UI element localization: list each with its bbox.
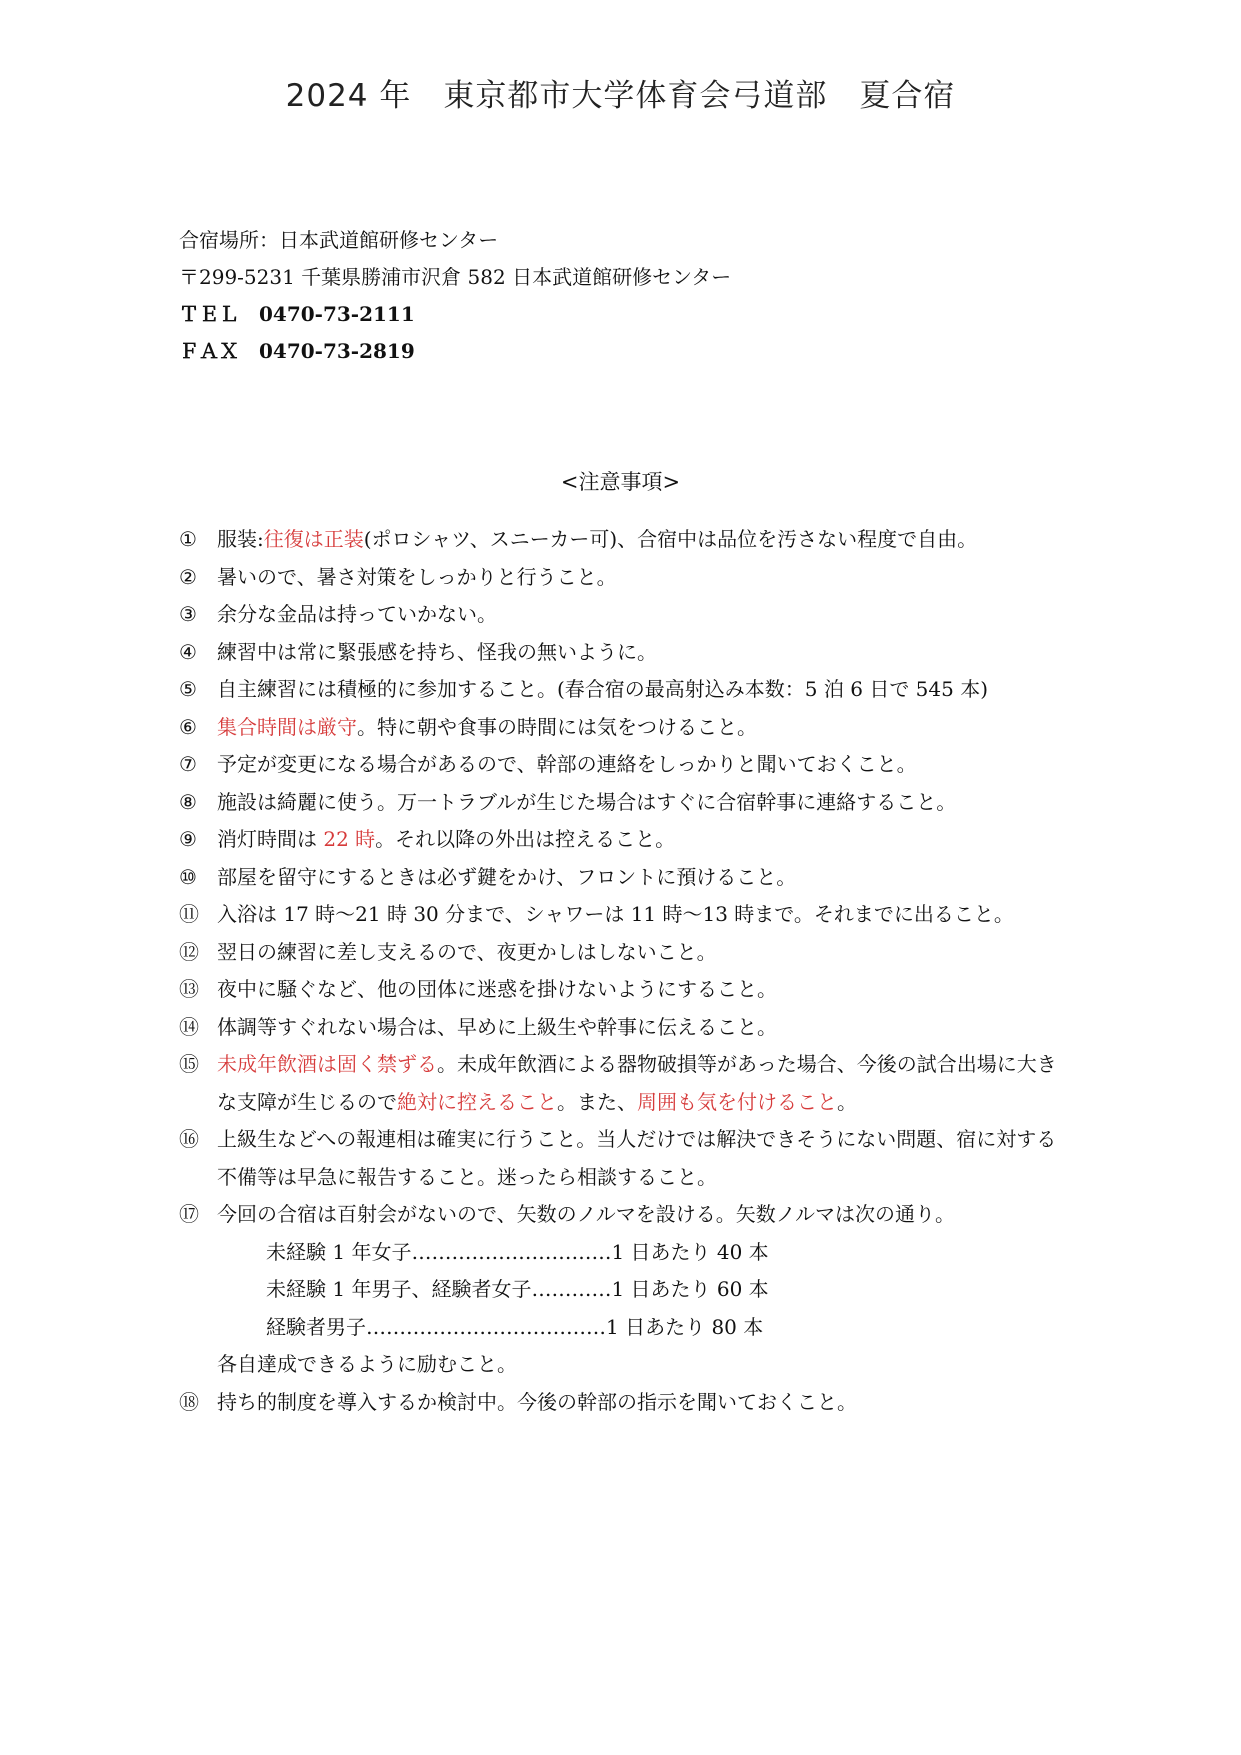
note-text [217, 827, 675, 851]
note-number: ④ [179, 639, 197, 664]
note-number: ③ [179, 602, 197, 626]
note-item [179, 821, 1059, 859]
note-number: ⑩ [179, 864, 197, 889]
note-segment: 余分な金品は持っていかない。 [217, 602, 497, 626]
note-number: ⑤ [179, 677, 197, 701]
note-text [217, 527, 977, 551]
note-text [217, 1052, 1057, 1114]
note-segment: 消灯時間は [217, 827, 324, 851]
note-item [179, 784, 1059, 822]
note-segment: 予定が変更になる場合があるので、幹部の連絡をしっかりと聞いておくこと。 [217, 752, 917, 776]
note-emphasis: 未成年飲酒は固く禁ずる [217, 1052, 437, 1076]
note-item [179, 634, 1059, 672]
note-number: ⑧ [179, 789, 197, 814]
note-item [179, 671, 1059, 709]
page-title: 2024 年 東京都市大学体育会弓道部 夏合宿 [285, 78, 956, 114]
note-item [179, 896, 1059, 934]
note-text [217, 902, 1014, 926]
note-emphasis: 周囲も気を付けること [637, 1089, 837, 1114]
note-text [217, 940, 717, 964]
note-number: ⑥ [179, 714, 197, 739]
note-text [217, 1202, 955, 1226]
note-item [179, 1009, 1059, 1047]
note-item [179, 709, 1059, 747]
note-segment: 。それ以降の外出は控えること。 [375, 827, 676, 851]
note-segment: 上級生などへの報連相は確実に行うこと。当人だけでは解決できそうにない問題、宿に対する不備等は早急に報告すること。迷ったら相談すること。 [217, 1127, 1057, 1189]
note-item [179, 596, 1059, 634]
note-number: ⑰ [179, 1202, 199, 1226]
note-text [217, 565, 617, 589]
note-text [217, 977, 777, 1001]
note-segment: 持ち的制度を導入するか検討中。今後の幹部の指示を聞いておくこと。 [217, 1389, 857, 1414]
note-number: ⑫ [179, 939, 199, 964]
note-text [217, 677, 988, 701]
fax-line: ＦＡＸ 0470-73-2819 [179, 339, 415, 363]
note-number: ⑮ [179, 1052, 199, 1076]
note-number: ⑦ [179, 752, 197, 776]
note-number: ⑯ [179, 1127, 199, 1151]
note-segment: 夜中に騒ぐなど、他の団体に迷惑を掛けないようにすること。 [217, 977, 777, 1001]
note-item [179, 934, 1059, 972]
note-segment: 施設は綺麗に使う。万一トラブルが生じた場合はすぐに合宿幹事に連絡すること。 [217, 789, 957, 814]
note-text [217, 640, 657, 664]
note-segment: 。 [837, 1089, 857, 1114]
note-number: ⑱ [179, 1389, 199, 1414]
note-segment: 。特に朝や食事の時間には気をつけること。 [357, 714, 757, 739]
venue-info [179, 222, 731, 370]
note-item [179, 859, 1059, 897]
note-text [217, 1127, 1056, 1189]
note-number: ⑨ [179, 827, 197, 851]
note-text [217, 1390, 857, 1414]
note-item [179, 746, 1059, 784]
note-text [217, 790, 956, 814]
notes-list [179, 521, 1059, 1421]
note-segment: 練習中は常に緊張感を持ち、怪我の無いように。 [217, 639, 657, 664]
note-segment: 服装: [217, 527, 264, 551]
note-number: ⑭ [179, 1014, 199, 1039]
note-segment: 今回の合宿は百射会がないので、矢数のノルマを設ける。矢数ノルマは次の通り。 [217, 1202, 955, 1226]
note-text [217, 602, 497, 626]
note-number: ⑪ [179, 902, 199, 926]
note-text [217, 1015, 777, 1039]
note-segment: 入浴は 17 時〜21 時 30 分まで、シャワーは 11 時〜13 時まで。それまでに出ること。 [217, 902, 1014, 926]
note-segment: 。また、 [557, 1089, 637, 1114]
venue-line: 合宿場所：日本武道館研修センター [179, 228, 499, 252]
note-text [217, 752, 917, 776]
section-title: <注意事項> [560, 470, 681, 494]
quota-line: 未経験 1 年女子…………………………1 日あたり 40 本 [266, 1239, 769, 1264]
note-tail: 各自達成できるように励むこと。 [217, 1352, 517, 1376]
note-segment: 部屋を留守にするときは必ず鍵をかけ、フロントに預けること。 [217, 864, 797, 889]
note-item [179, 1196, 1059, 1234]
quota-line: 未経験 1 年男子、経験者女子…………1 日あたり 60 本 [266, 1277, 769, 1301]
tel-line: ＴＥＬ 0470-73-2111 [179, 302, 415, 326]
note-emphasis: 絶対に控えること [397, 1089, 557, 1114]
note-emphasis: 集合時間は厳守 [217, 714, 357, 739]
note-item [179, 559, 1059, 597]
note-number: ① [179, 527, 197, 551]
note-item [179, 521, 1059, 559]
note-text [217, 715, 757, 739]
note-text [217, 865, 796, 889]
note-segment: (ポロシャツ、スニーカー可)、合宿中は品位を汚さない程度で自由。 [363, 527, 978, 551]
note-number: ⑬ [179, 977, 199, 1001]
note-emphasis: 22 時 [323, 827, 376, 851]
note-item [179, 971, 1059, 1009]
note-segment: 暑いので、暑さ対策をしっかりと行うこと。 [217, 564, 617, 589]
note-item [179, 1046, 1059, 1121]
note-emphasis: 往復は正装 [263, 527, 364, 551]
note-number: ② [179, 564, 197, 589]
note-segment: 自主練習には積極的に参加すること。(春合宿の最高射込み本数：5 泊 6 日で 545 本) [217, 677, 989, 701]
note-item [179, 1384, 1059, 1422]
note-segment: 。未成年飲酒による器物破損等があった場合、今後の試合出場に大きな支障が生じるので [217, 1052, 1057, 1114]
note-segment: 翌日の練習に差し支えるので、夜更かしはしないこと。 [217, 939, 717, 964]
quota-line: 経験者男子………………………………1 日あたり 80 本 [266, 1314, 764, 1339]
note-item [179, 1121, 1059, 1196]
address-line: 〒299-5231 千葉県勝浦市沢倉 582 日本武道館研修センター [179, 265, 732, 289]
note-segment: 体調等すぐれない場合は、早めに上級生や幹事に伝えること。 [217, 1014, 777, 1039]
